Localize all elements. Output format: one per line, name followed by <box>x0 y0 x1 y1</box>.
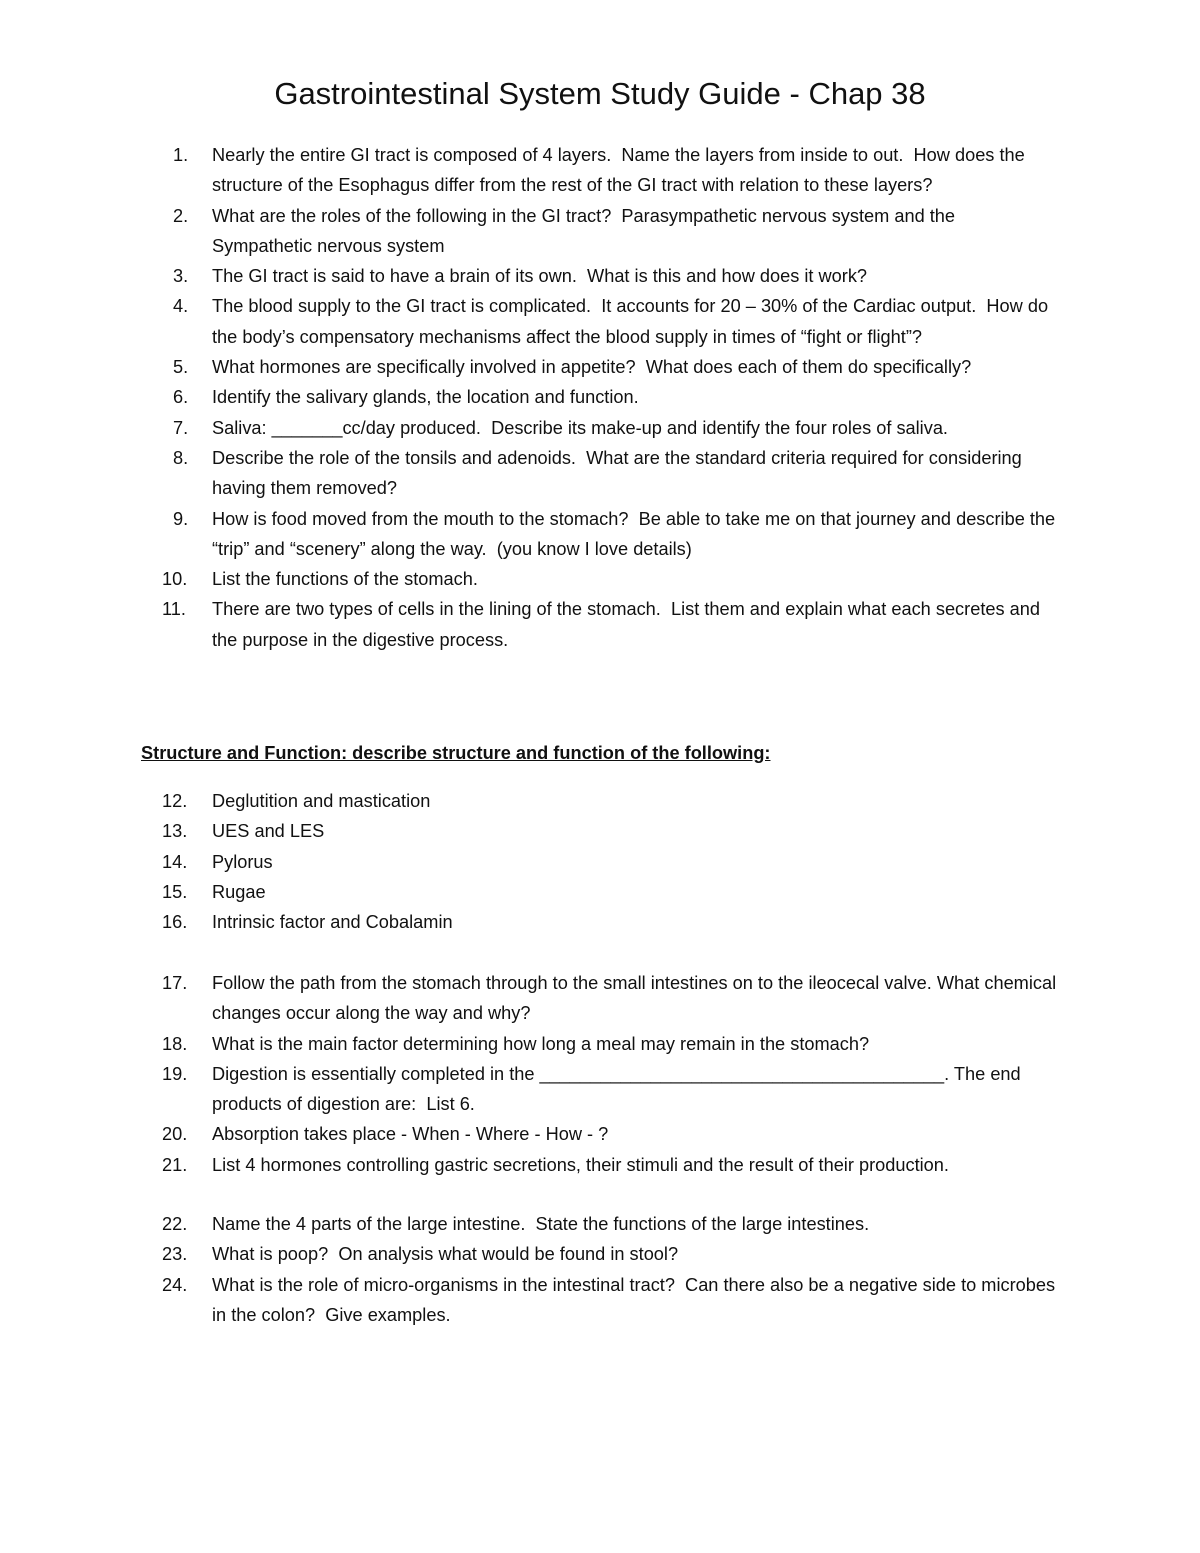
question-list-general <box>160 140 1060 655</box>
item-text: Identify the salivary glands, the location and function. <box>212 387 639 408</box>
list-item <box>160 382 1060 412</box>
item-number: 24. <box>162 1274 188 1295</box>
question-list-digestion <box>160 968 1060 1180</box>
item-number: 6. <box>173 387 189 408</box>
item-text: Absorption takes place - When - Where - How - ? <box>212 1124 609 1145</box>
item-number: 4. <box>173 296 189 317</box>
list-item <box>160 1059 1060 1120</box>
item-text: List 4 hormones controlling gastric secretions, their stimuli and the result of their production. <box>212 1154 949 1175</box>
item-text: What is the role of micro-organisms in the intestinal tract? Can there also be a negative side to microbes in the colon? Give examples. <box>212 1274 1061 1325</box>
item-text: List the functions of the stomach. <box>212 569 478 590</box>
item-text: Follow the path from the stomach through to the small intestines on to the ileocecal valve. What chemical changes occur along the way and why? <box>212 973 1062 1024</box>
item-text: Saliva: _______cc/day produced. Describe its make-up and identify the four roles of saliva. <box>212 417 948 438</box>
item-text: What is the main factor determining how long a meal may remain in the stomach? <box>212 1033 870 1054</box>
item-number: 17. <box>162 973 188 993</box>
item-number: 14. <box>162 851 188 872</box>
item-text: What is poop? On analysis what would be found in stool? <box>212 1244 679 1265</box>
list-item <box>160 1150 1060 1180</box>
item-text: What hormones are specifically involved in appetite? What does each of them do specifically? <box>212 357 972 378</box>
item-text: Name the 4 parts of the large intestine. State the functions of the large intestines. <box>212 1214 870 1234</box>
item-number: 10. <box>162 569 188 590</box>
item-number: 2. <box>173 205 189 226</box>
list-item <box>160 877 1060 907</box>
question-list-structure <box>160 786 1060 937</box>
item-number: 16. <box>162 912 188 933</box>
item-text: Deglutition and mastication <box>212 791 431 811</box>
item-text: UES and LES <box>212 821 325 842</box>
item-number: 12. <box>162 791 188 811</box>
item-text: Digestion is essentially completed in the ________________________________________. The end products of digestion are: List 6. <box>212 1063 1026 1115</box>
list-item <box>160 443 1060 504</box>
list-item <box>160 816 1060 846</box>
question-list-large-intestine <box>160 1209 1060 1330</box>
list-item <box>160 1119 1060 1149</box>
item-number: 18. <box>162 1033 188 1054</box>
list-item <box>160 907 1060 937</box>
item-number: 15. <box>162 881 188 902</box>
item-text: Intrinsic factor and Cobalamin <box>212 912 453 933</box>
list-item <box>160 968 1060 1029</box>
item-number: 5. <box>173 357 189 378</box>
item-text: There are two types of cells in the lining of the stomach. List them and explain what each secretes and the purpose in the digestive process. <box>212 599 1046 650</box>
item-number: 1. <box>173 145 189 165</box>
list-item <box>160 291 1060 352</box>
list-item <box>160 847 1060 877</box>
list-item <box>160 504 1060 565</box>
item-number: 22. <box>162 1214 188 1234</box>
list-item <box>160 201 1060 262</box>
item-text: Nearly the entire GI tract is composed of 4 layers. Name the layers from inside to out. How does the structure of the Esophagus differ from the rest of the GI tract with relation to these layers? <box>212 145 1030 196</box>
item-number: 21. <box>162 1154 188 1175</box>
list-item <box>160 352 1060 382</box>
item-text: How is food moved from the mouth to the stomach? Be able to take me on that journey and describe the “trip” and “scenery” along the way. (you know I love details) <box>212 508 1061 559</box>
item-text: Rugae <box>212 881 266 902</box>
item-number: 7. <box>173 417 189 438</box>
list-item <box>160 140 1060 201</box>
item-number: 11. <box>162 599 186 620</box>
list-item <box>160 594 1060 655</box>
item-text: Describe the role of the tonsils and adenoids. What are the standard criteria required for considering having them removed? <box>212 447 1027 499</box>
page-title: Gastrointestinal System Study Guide - Chap 38 <box>274 76 926 111</box>
item-number: 8. <box>173 447 189 468</box>
list-item <box>160 564 1060 594</box>
section-heading: Structure and Function: describe structure and function of the following: <box>141 743 771 763</box>
item-number: 9. <box>173 508 189 529</box>
item-text: The blood supply to the GI tract is complicated. It accounts for 20 – 30% of the Cardiac output. How do the body’s compensatory mechanisms affect the blood supply in times of “fight or flight”? <box>212 296 1054 347</box>
list-item <box>160 413 1060 443</box>
item-number: 20. <box>162 1124 188 1145</box>
list-item <box>160 1270 1060 1331</box>
item-number: 19. <box>162 1063 188 1084</box>
item-text: The GI tract is said to have a brain of its own. What is this and how does it work? <box>212 266 868 287</box>
item-number: 23. <box>162 1244 188 1265</box>
item-text: Pylorus <box>212 851 273 872</box>
item-text: What are the roles of the following in the GI tract? Parasympathetic nervous system and the Sympathetic nervous system <box>212 205 961 256</box>
list-item <box>160 786 1060 816</box>
list-item <box>160 1209 1060 1239</box>
list-item <box>160 261 1060 291</box>
item-number: 13. <box>162 821 188 842</box>
item-number: 3. <box>173 266 189 287</box>
list-item <box>160 1239 1060 1269</box>
list-item <box>160 1029 1060 1059</box>
